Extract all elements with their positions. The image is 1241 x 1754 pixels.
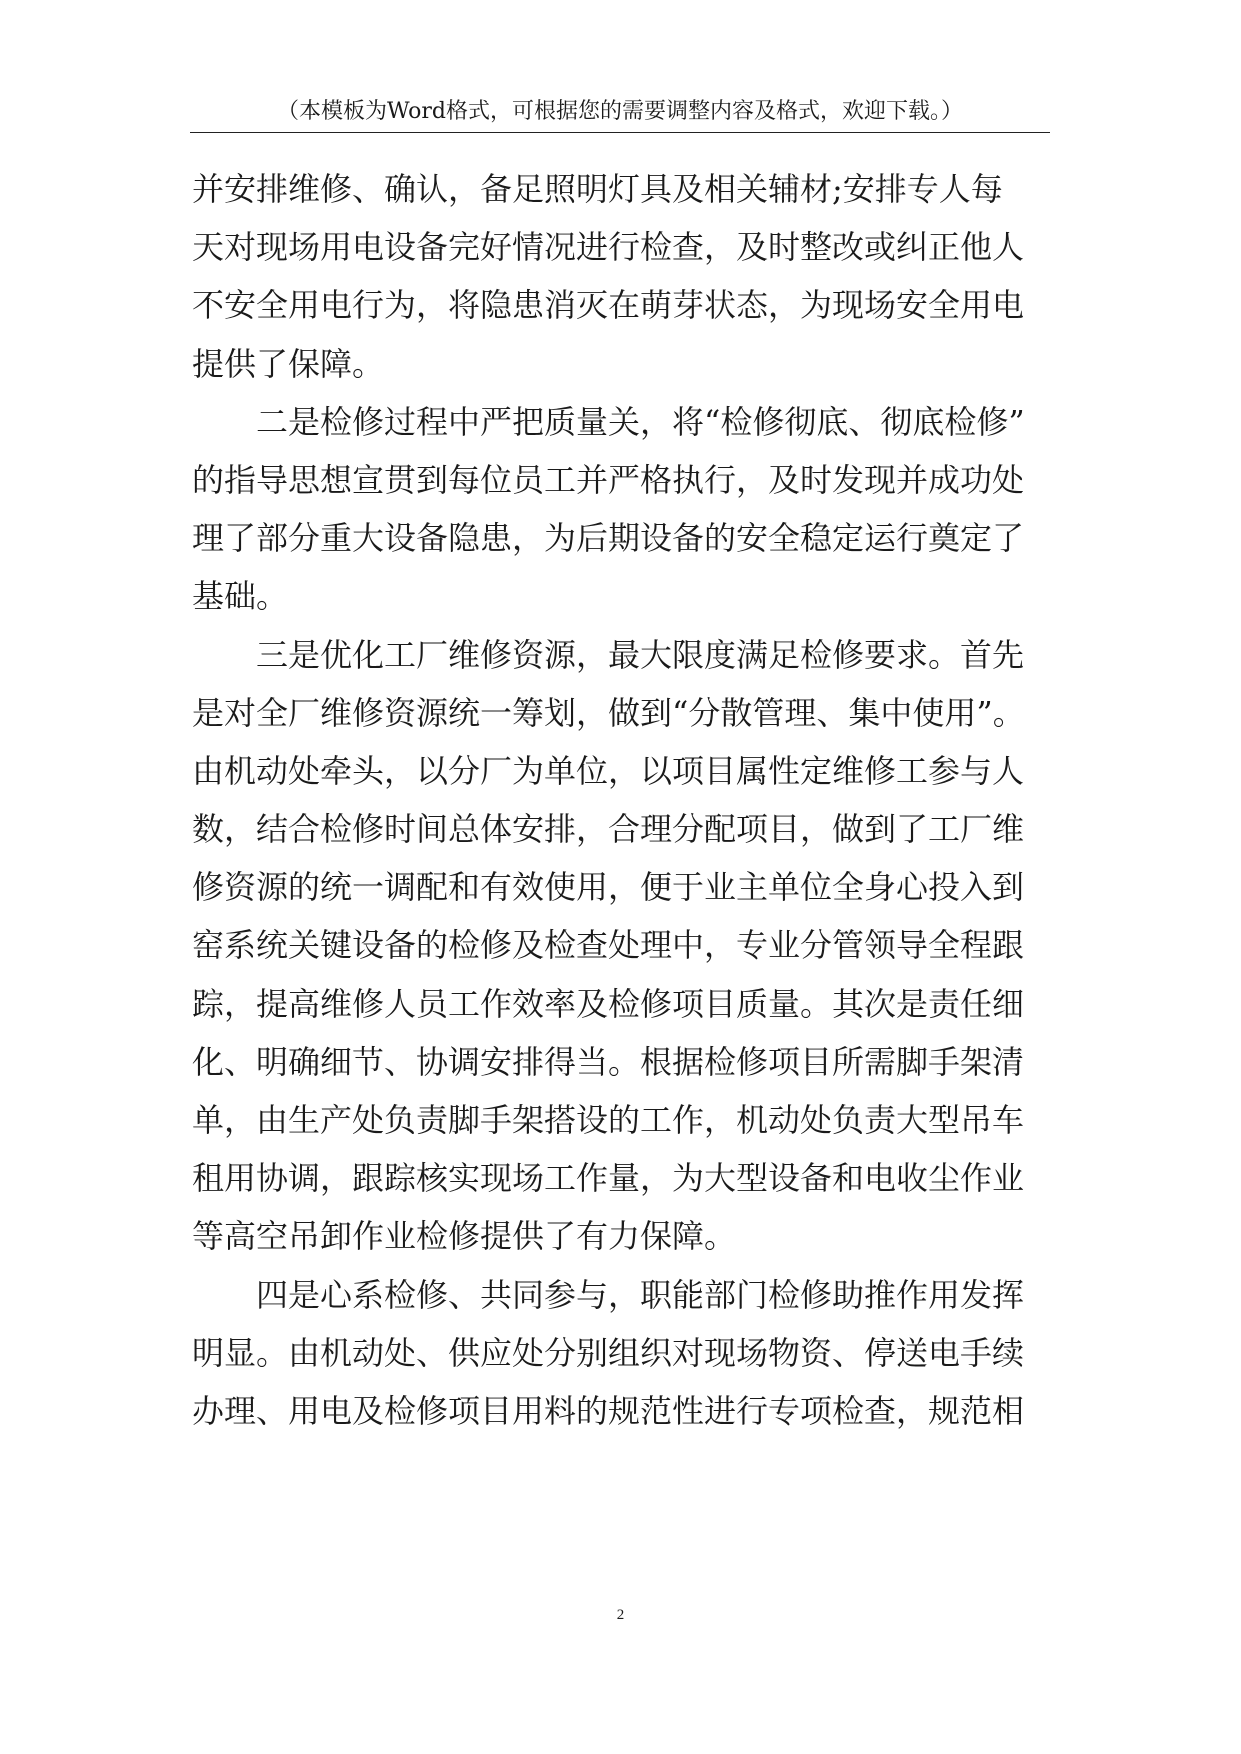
text-line: 四是心系检修、共同参与，职能部门检修助推作用发挥	[256, 1275, 1025, 1314]
text-line: 租用协调，跟踪核实现场工作量，为大型设备和电收尘作业	[192, 1159, 1025, 1198]
text-line: 窑系统关键设备的检修及检查处理中，专业分管领导全程跟	[192, 926, 1025, 965]
paragraph-3	[192, 626, 1072, 1266]
text-line: 修资源的统一调配和有效使用，便于业主单位全身心投入到	[192, 868, 1025, 907]
text-line: 不安全用电行为，将隐患消灭在萌芽状态，为现场安全用电	[192, 286, 1025, 325]
text-line: 数，结合检修时间总体安排，合理分配项目，做到了工厂维	[192, 810, 1025, 849]
text-line: 提供了保障。	[192, 344, 385, 383]
text-line: 并安排维修、确认，备足照明灯具及相关辅材;安排专人每	[192, 170, 1003, 208]
text-line: 明显。由机动处、供应处分别组织对现场物资、停送电手续	[192, 1333, 1025, 1372]
text-line: 理了部分重大设备隐患，为后期设备的安全稳定运行奠定了	[192, 519, 1025, 558]
paragraph-2	[192, 393, 1072, 626]
document-body	[192, 160, 1072, 1440]
page-header: （本模板为Word格式，可根据您的需要调整内容及格式，欢迎下载。）	[277, 99, 963, 124]
text-line: 二是检修过程中严把质量关，将“检修彻底、彻底检修”	[256, 402, 1025, 441]
text-line: 办理、用电及检修项目用料的规范性进行专项检查，规范相	[192, 1391, 1025, 1430]
text-line: 化、明确细节、协调安排得当。根据检修项目所需脚手架清	[192, 1042, 1025, 1081]
paragraph-4	[192, 1266, 1072, 1441]
header-divider	[190, 132, 1050, 133]
text-line: 是对全厂维修资源统一筹划，做到“分散管理、集中使用”。	[192, 693, 1025, 732]
paragraph-1	[192, 160, 1072, 393]
text-line: 踪，提高维修人员工作效率及检修项目质量。其次是责任细	[192, 984, 1025, 1023]
page-number: 2	[616, 1607, 625, 1623]
text-line: 等高空吊卸作业检修提供了有力保障。	[192, 1217, 737, 1256]
text-line: 的指导思想宣贯到每位员工并严格执行，及时发现并成功处	[192, 460, 1025, 499]
text-line: 三是优化工厂维修资源，最大限度满足检修要求。首先	[256, 635, 1025, 674]
text-line: 单，由生产处负责脚手架搭设的工作，机动处负责大型吊车	[192, 1101, 1025, 1139]
text-line: 基础。	[192, 577, 289, 616]
text-line: 由机动处牵头，以分厂为单位，以项目属性定维修工参与人	[192, 751, 1025, 790]
text-line: 天对现场用电设备完好情况进行检查，及时整改或纠正他人	[192, 228, 1025, 267]
